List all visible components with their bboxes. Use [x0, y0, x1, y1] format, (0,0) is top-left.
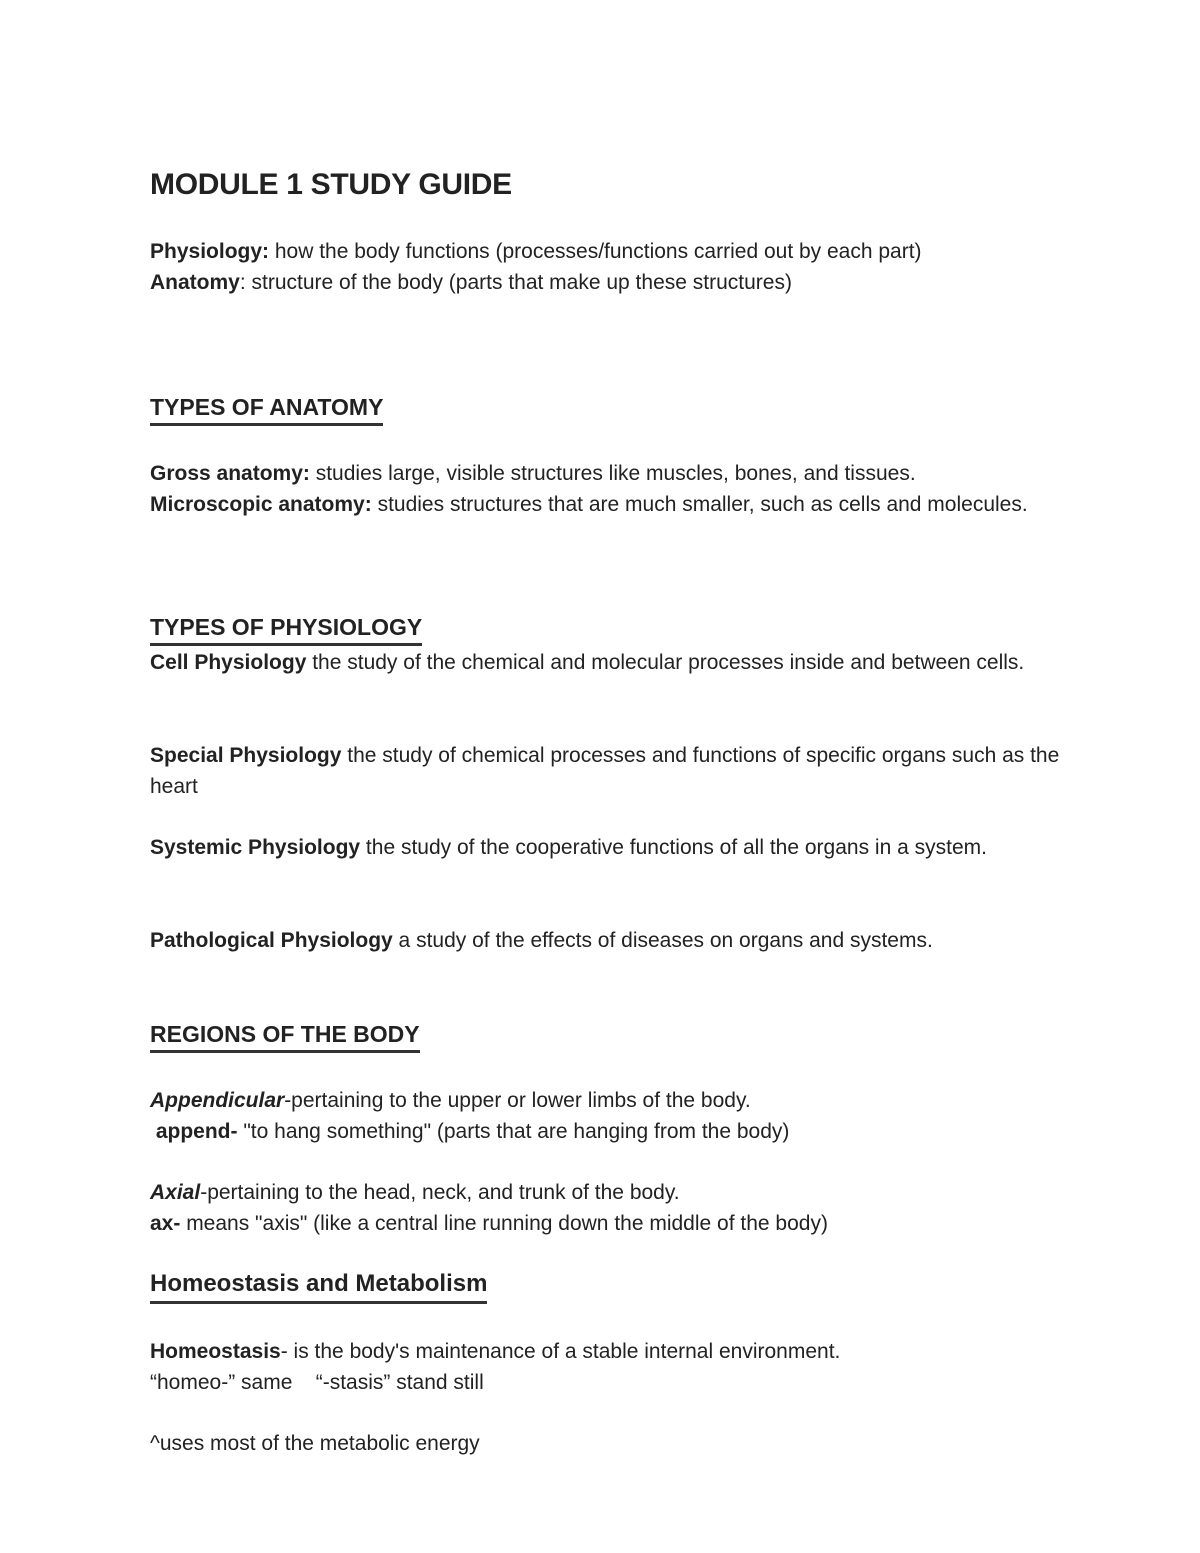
gross-anatomy-term: Gross anatomy: — [150, 462, 310, 485]
homeostasis-term: Homeostasis — [150, 1340, 281, 1363]
page-title: MODULE 1 STUDY GUIDE — [150, 168, 512, 201]
cell-physiology-term: Cell Physiology — [150, 651, 307, 674]
ax-text: means "axis" (like a central line running down the middle of the body) — [180, 1212, 828, 1235]
physiology-definition — [150, 236, 1070, 267]
homeostasis-section — [150, 1336, 1070, 1398]
axial-term: Axial — [150, 1181, 201, 1204]
append-text: "to hang something" (parts that are hanging from the body) — [237, 1120, 790, 1143]
cell-physiology-text: the study of the chemical and molecular processes inside and between cells. — [306, 651, 1025, 674]
anatomy-text: : structure of the body (parts that make up these structures) — [239, 271, 792, 294]
anatomy-definition — [150, 267, 1070, 298]
microscopic-anatomy-text: studies structures that are much smaller, such as cells and molecules. — [371, 493, 1028, 516]
ax-term: ax- — [150, 1212, 181, 1235]
microscopic-anatomy-definition — [150, 489, 1070, 520]
gross-anatomy-definition — [150, 458, 1070, 489]
gross-anatomy-text: studies large, visible structures like muscles, bones, and tissues. — [309, 462, 916, 485]
systemic-physiology-definition — [150, 832, 1070, 863]
homeostasis-metabolism-heading: Homeostasis and Metabolism — [150, 1270, 487, 1304]
appendicular-text: -pertaining to the upper or lower limbs of the body. — [284, 1089, 751, 1112]
append-term: append- — [150, 1120, 238, 1143]
axial-section — [150, 1177, 1070, 1239]
homeostasis-definition — [150, 1336, 1070, 1367]
append-etymology — [150, 1116, 1070, 1147]
pathological-physiology-term: Pathological Physiology — [150, 929, 393, 952]
microscopic-anatomy-term: Microscopic anatomy: — [150, 493, 372, 516]
types-of-anatomy-heading: TYPES OF ANATOMY — [150, 394, 383, 426]
physiology-text: how the body functions (processes/functions carried out by each part) — [269, 240, 922, 263]
metabolic-energy-note — [150, 1428, 1070, 1459]
special-physiology-text: the study of chemical processes and functions of specific organs such as the heart — [150, 744, 1060, 798]
anatomy-term: Anatomy — [150, 271, 240, 294]
pathological-physiology-text: a study of the effects of diseases on organs and systems. — [392, 929, 933, 952]
types-of-anatomy-section — [150, 458, 1070, 520]
pathological-physiology-definition — [150, 925, 1070, 956]
homeostasis-etymology: “homeo-” same “-stasis” stand still — [150, 1371, 484, 1394]
appendicular-section — [150, 1085, 1070, 1147]
appendicular-definition — [150, 1085, 1070, 1116]
intro-definitions — [150, 236, 1070, 298]
systemic-physiology-term: Systemic Physiology — [150, 836, 361, 859]
cell-physiology-definition — [150, 647, 1070, 678]
special-physiology-definition — [150, 740, 1070, 802]
systemic-physiology-text: the study of the cooperative functions of all the organs in a system. — [360, 836, 987, 859]
homeostasis-text: - is the body's maintenance of a stable internal environment. — [280, 1340, 841, 1363]
axial-definition — [150, 1177, 1070, 1208]
metabolic-energy-text: ^uses most of the metabolic energy — [150, 1432, 480, 1455]
axial-text: -pertaining to the head, neck, and trunk of the body. — [200, 1181, 680, 1204]
physiology-term: Physiology: — [150, 240, 270, 263]
appendicular-term: Appendicular — [150, 1089, 285, 1112]
special-physiology-term: Special Physiology — [150, 744, 342, 767]
regions-of-the-body-heading: REGIONS OF THE BODY — [150, 1021, 420, 1053]
ax-etymology — [150, 1208, 1070, 1239]
types-of-physiology-heading: TYPES OF PHYSIOLOGY — [150, 614, 422, 646]
